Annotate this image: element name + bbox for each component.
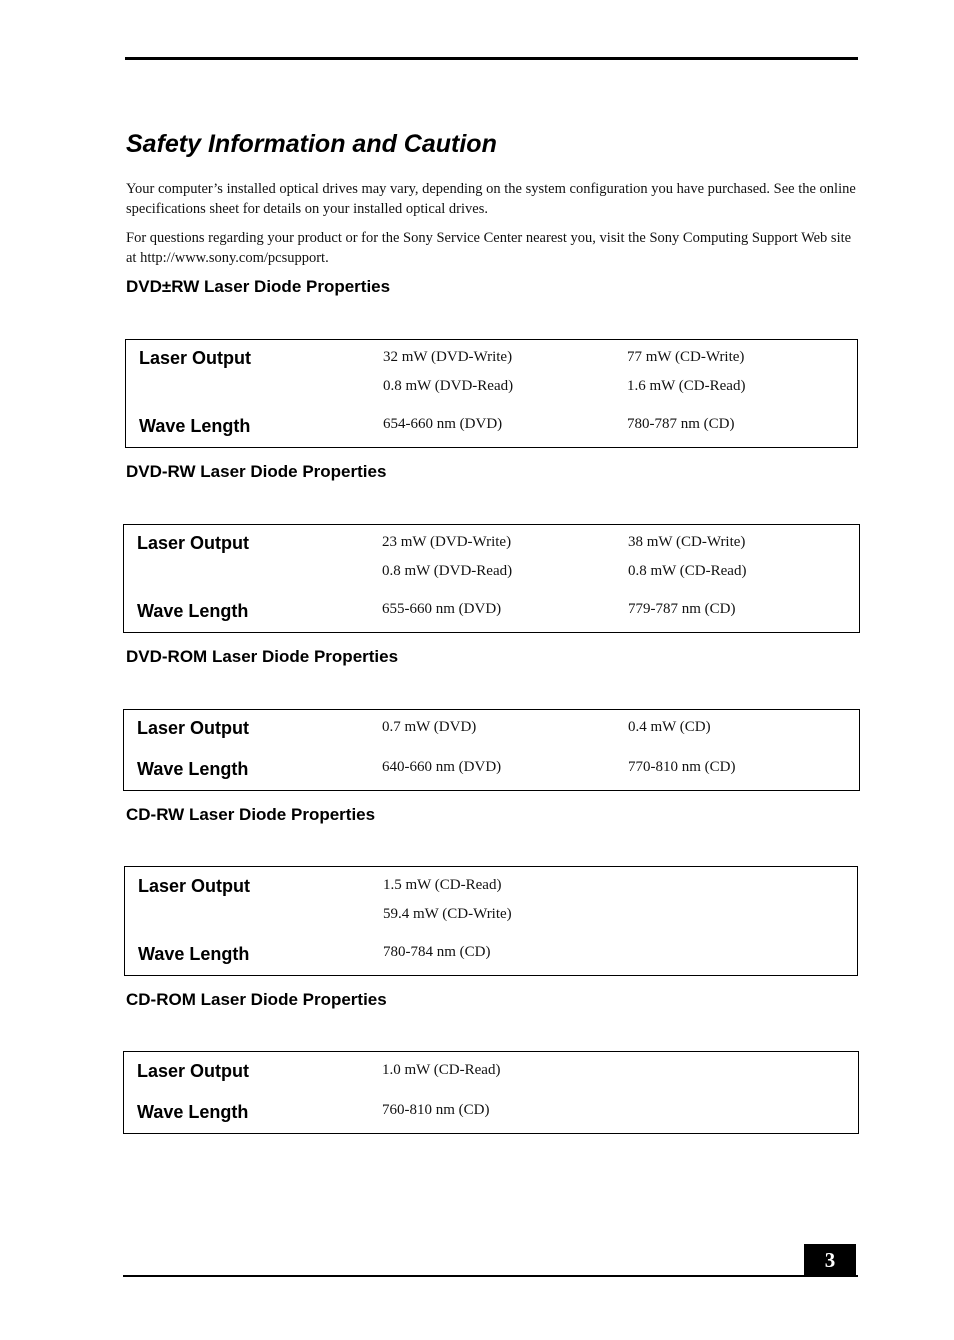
laser-output-value: 1.0 mW (CD-Read) bbox=[382, 1062, 501, 1078]
laser-output-label: Laser Output bbox=[138, 876, 251, 896]
page-number: 3 bbox=[804, 1244, 856, 1277]
header-rule bbox=[125, 57, 858, 60]
laser-output-value: 1.5 mW (CD-Read) bbox=[383, 877, 502, 893]
wave-length-value: 780-784 nm (CD) bbox=[383, 944, 491, 960]
wave-length-label: Wave Length bbox=[139, 416, 251, 436]
page-title: Safety Information and Caution bbox=[126, 130, 497, 158]
intro-paragraph: Your computer’s installed optical drives may vary, depending on the system configuration you have purchased. See the online specifications sheet for details on your installed optical drives. bbox=[126, 181, 856, 217]
section-heading-dvd-rom: DVD-ROM Laser Diode Properties bbox=[126, 647, 399, 666]
laser-output-value: 23 mW (DVD-Write) bbox=[382, 534, 512, 550]
footer-rule bbox=[123, 1275, 858, 1277]
wave-length-label: Wave Length bbox=[137, 601, 249, 621]
section-heading-dvd-rw: DVD-RW Laser Diode Properties bbox=[126, 462, 387, 481]
wave-length-label: Wave Length bbox=[137, 1102, 249, 1122]
wave-length-label: Wave Length bbox=[138, 944, 250, 964]
wave-length-value: 779-787 nm (CD) bbox=[628, 601, 736, 617]
wave-length-value: 780-787 nm (CD) bbox=[627, 416, 735, 432]
section-heading-dvd-plus-minus-rw: DVD±RW Laser Diode Properties bbox=[126, 277, 391, 296]
spec-table-cd-rw bbox=[124, 866, 858, 976]
laser-output-value: 0.7 mW (DVD) bbox=[382, 719, 477, 735]
spec-table-dvd-rom bbox=[123, 709, 860, 791]
laser-output-value: 38 mW (CD-Write) bbox=[628, 534, 746, 550]
section-heading-cd-rom: CD-ROM Laser Diode Properties bbox=[126, 990, 387, 1009]
wave-length-value: 770-810 nm (CD) bbox=[628, 759, 736, 775]
spec-table-dvd-plus-minus-rw bbox=[125, 339, 858, 448]
laser-output-value: 0.4 mW (CD) bbox=[628, 719, 711, 735]
laser-output-label: Laser Output bbox=[137, 1061, 250, 1081]
laser-output-value: 0.8 mW (DVD-Read) bbox=[383, 378, 514, 394]
laser-output-label: Laser Output bbox=[137, 533, 250, 553]
laser-output-value: 1.6 mW (CD-Read) bbox=[627, 378, 746, 394]
spec-table-dvd-rw bbox=[123, 524, 860, 633]
laser-output-value: 32 mW (DVD-Write) bbox=[383, 349, 513, 365]
laser-output-value: 59.4 mW (CD-Write) bbox=[383, 906, 512, 922]
wave-length-value: 654-660 nm (DVD) bbox=[383, 416, 503, 432]
spec-table-cd-rom bbox=[123, 1051, 859, 1134]
laser-output-value: 0.8 mW (DVD-Read) bbox=[382, 563, 513, 579]
wave-length-value: 655-660 nm (DVD) bbox=[382, 601, 502, 617]
laser-output-value: 0.8 mW (CD-Read) bbox=[628, 563, 747, 579]
wave-length-label: Wave Length bbox=[137, 759, 249, 779]
laser-output-label: Laser Output bbox=[137, 718, 250, 738]
wave-length-value: 760-810 nm (CD) bbox=[382, 1102, 490, 1118]
laser-output-label: Laser Output bbox=[139, 348, 252, 368]
wave-length-value: 640-660 nm (DVD) bbox=[382, 759, 502, 775]
laser-output-value: 77 mW (CD-Write) bbox=[627, 349, 745, 365]
section-heading-cd-rw: CD-RW Laser Diode Properties bbox=[126, 805, 376, 824]
support-paragraph: For questions regarding your product or for the Sony Service Center nearest you, visit the Sony Computing Support Web site at http://www.sony.com/pcsupport. bbox=[126, 230, 852, 266]
